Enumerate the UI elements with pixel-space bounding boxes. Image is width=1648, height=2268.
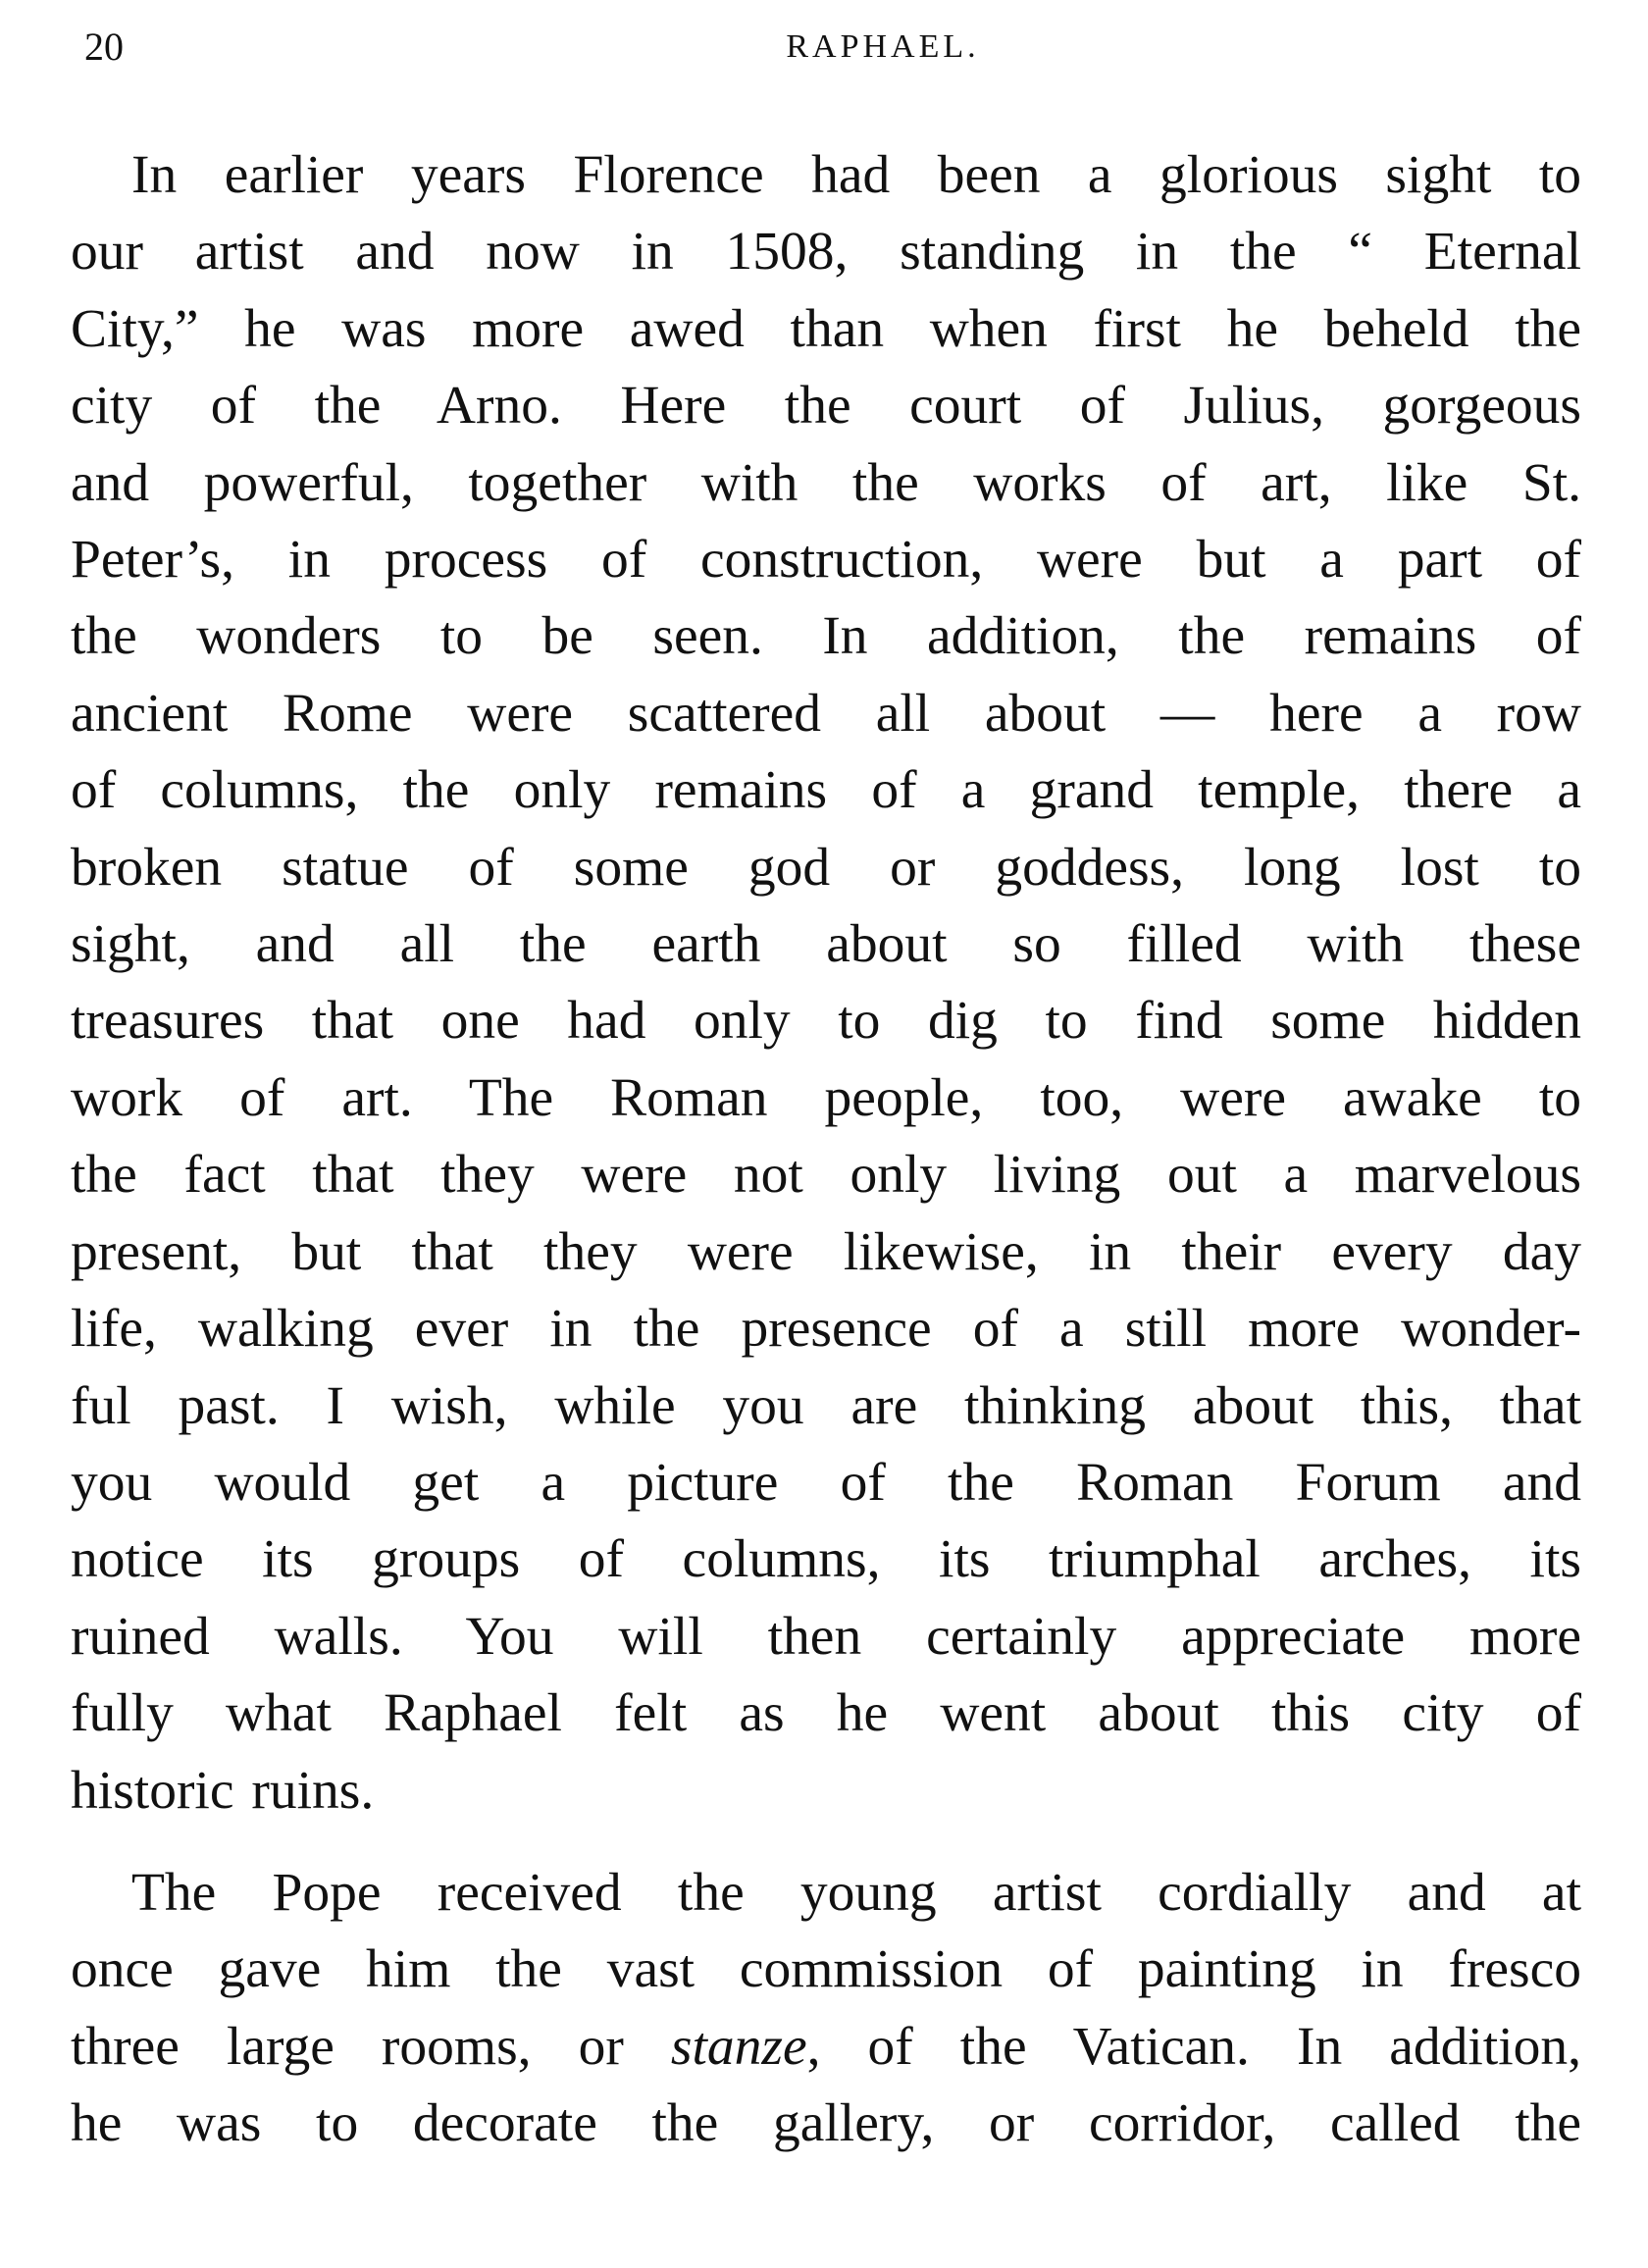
text-line: ful past. I wish, while you are thinking about this, that (71, 1375, 1581, 1436)
text-line: the fact that they were not only living out a marvelous (71, 1145, 1581, 1206)
text-line: ancient Rome were scattered all about — here a row (71, 683, 1581, 744)
text-line: of columns, the only remains of a grand temple, there a (71, 760, 1581, 821)
text-line: The Pope received the young artist cordially and at (131, 1862, 1581, 1923)
text-line: work of art. The Roman people, too, were awake to (71, 1067, 1581, 1128)
text-line-with-italic (71, 2009, 1581, 2086)
paragraph-1 (71, 137, 1581, 1830)
text-line: and powerful, together with the works of art, like St. (71, 452, 1581, 513)
text-line: he was to decorate the gallery, or corridor, called the (71, 2093, 1581, 2154)
text-line: once gave him the vast commission of painting in fresco (71, 1939, 1581, 2000)
text-line: fully what Raphael felt as he went about this city of (71, 1683, 1581, 1744)
running-title: RAPHAEL. (786, 28, 980, 65)
text-segment: , of the Vatican. In addition, (806, 2016, 1582, 2077)
text-line: Peter’s, in process of construction, were but a part of (71, 530, 1581, 591)
text-line: treasures that one had only to dig to find some hidden (71, 991, 1581, 1052)
text-line: notice its groups of columns, its triumphal arches, its (71, 1529, 1581, 1590)
text-segment: three large rooms, or (71, 2016, 671, 2077)
text-line: you would get a picture of the Roman Forum and (71, 1452, 1581, 1513)
text-line: ruined walls. You will then certainly appreciate more (71, 1606, 1581, 1667)
text-line: City,” he was more awed than when first he beheld the (71, 298, 1581, 359)
text-line: life, walking ever in the presence of a still more wonder- (71, 1299, 1581, 1360)
text-line: In earlier years Florence had been a glorious sight to (131, 145, 1581, 205)
paragraph-2 (71, 1855, 1581, 2163)
text-line: broken statue of some god or goddess, long lost to (71, 837, 1581, 898)
page-header (78, 18, 1589, 77)
italic-term-stanze: stanze (670, 2016, 807, 2077)
text-line: city of the Arno. Here the court of Julius, gorgeous (71, 376, 1581, 437)
page-number: 20 (84, 25, 124, 69)
text-line: present, but that they were likewise, in their every day (71, 1221, 1581, 1282)
body-text (71, 137, 1581, 2163)
text-line: our artist and now in 1508, standing in the “ Eternal (71, 222, 1581, 283)
text-line: the wonders to be seen. In addition, the remains of (71, 606, 1581, 667)
text-line: historic ruins. (71, 1760, 375, 1821)
text-line: sight, and all the earth about so filled with these (71, 914, 1581, 975)
